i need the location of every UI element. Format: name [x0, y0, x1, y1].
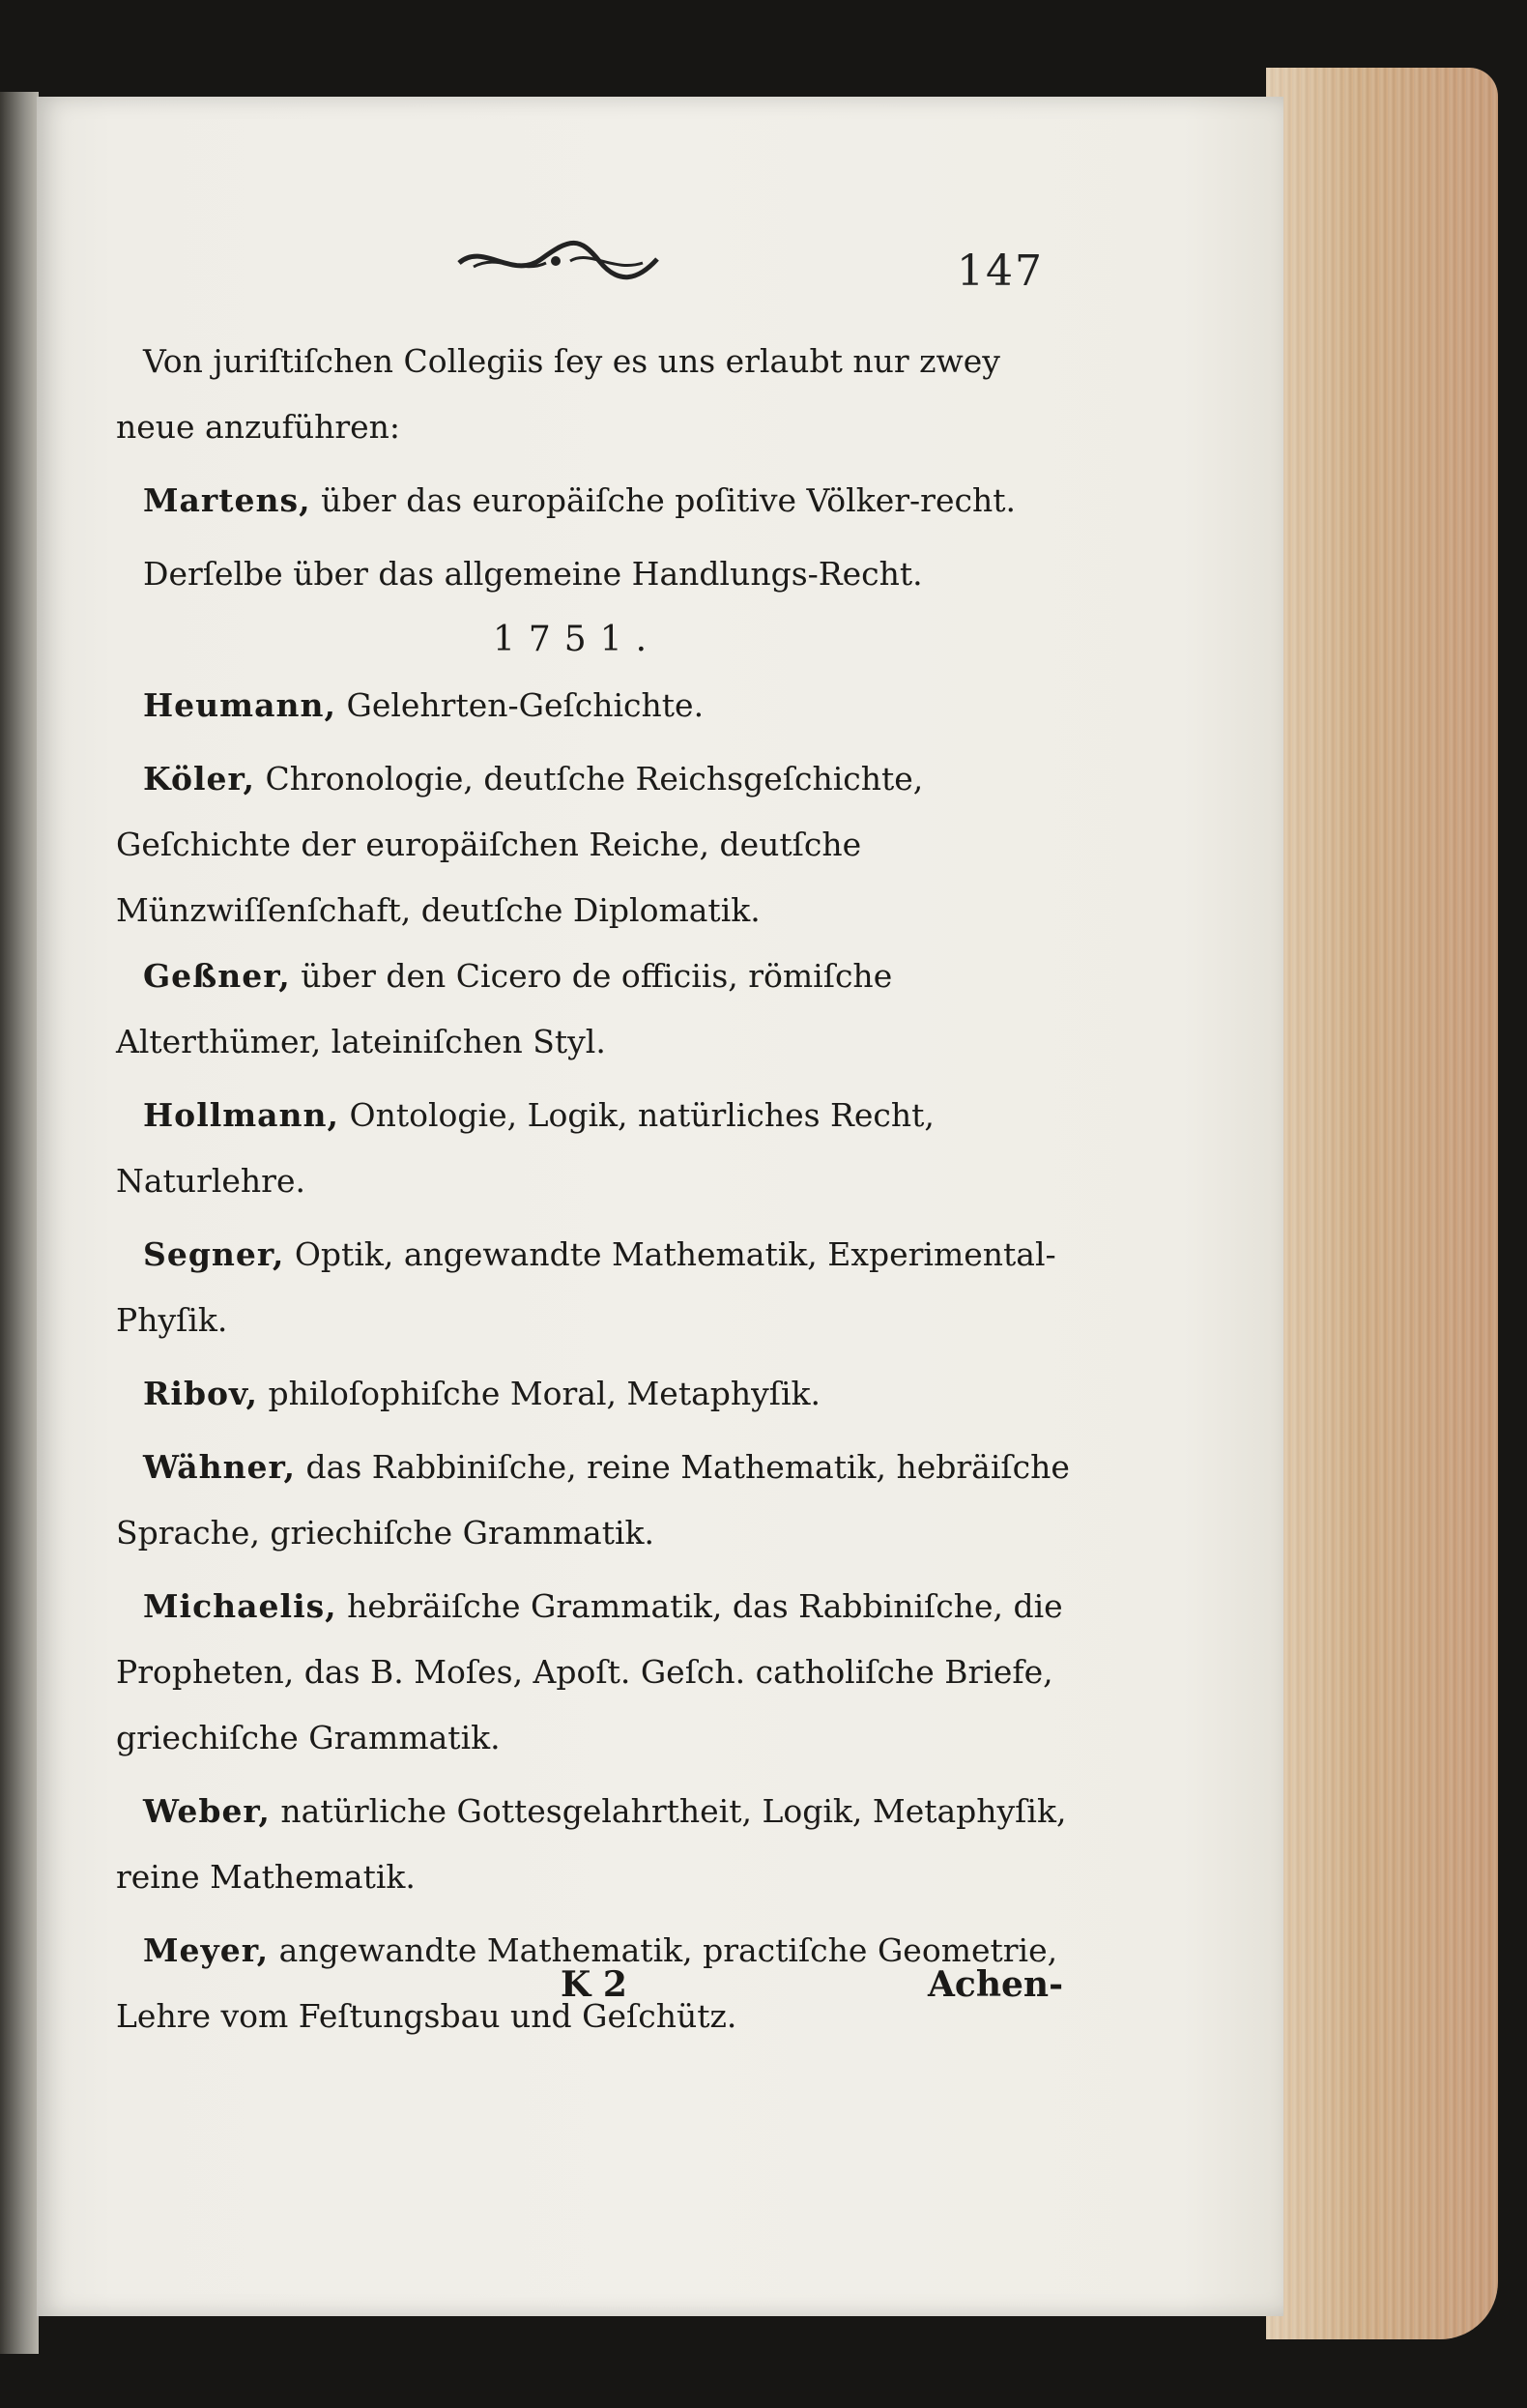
- paragraph-text: Derſelbe über das allgemeine Handlungs-Recht.: [143, 555, 923, 593]
- left-page-edge: [0, 92, 39, 2354]
- entry: [116, 1083, 1082, 1214]
- entry-text: natürliche Gottesgelahrtheit, Logik, Metaphyſik, reine Mathematik.: [116, 1792, 1067, 1896]
- author-name: Heumann,: [143, 686, 336, 724]
- entry: [116, 1435, 1082, 1566]
- author-name: Martens,: [143, 481, 311, 519]
- entry: [116, 1361, 1082, 1427]
- entry-text: über den Cicero de officiis, römiſche Alterthümer, lateiniſchen Styl.: [116, 957, 893, 1060]
- page-footer: [116, 1964, 1082, 2032]
- paragraph-text: Von juriſtiſchen Collegiis ſey es uns erlaubt nur zwey neue anzuführen:: [116, 342, 1000, 446]
- entry: [116, 746, 1082, 943]
- entry-text: angewandte Mathematik, practiſche Geometrie, Lehre vom Feſtungsbau und Geſchütz.: [116, 1931, 1058, 2035]
- entry: [116, 943, 1082, 1075]
- author-name: Ribov,: [143, 1375, 259, 1412]
- entry-text: hebräiſche Grammatik, das Rabbiniſche, die Propheten, das B. Moſes, Apoſt. Geſch. catholiſche Briefe, griechiſche Grammatik.: [116, 1587, 1063, 1756]
- author-name: Michaelis,: [143, 1587, 337, 1625]
- paragraph-text: über das europäiſche poſitive Völker-recht.: [321, 481, 1016, 519]
- entry: [116, 673, 1082, 739]
- author-name: Hollmann,: [143, 1096, 340, 1134]
- author-name: Wähner,: [143, 1448, 297, 1486]
- entry-text: Ontologie, Logik, natürliches Recht, Naturlehre.: [116, 1096, 935, 1200]
- author-name: Weber,: [143, 1792, 271, 1830]
- author-name: Geßner,: [143, 957, 291, 995]
- page-body: [116, 329, 1082, 2049]
- header-ornament-icon: [454, 232, 662, 290]
- author-name: Köler,: [143, 760, 255, 798]
- entry-text: Optik, angewandte Mathematik, Experimental-Phyſik.: [116, 1235, 1056, 1339]
- book-fore-edge: [1266, 68, 1498, 2339]
- entry: [116, 1574, 1082, 1771]
- author-name: Segner,: [143, 1235, 285, 1273]
- entry-text: Gelehrten-Geſchichte.: [346, 686, 705, 724]
- entry-text: das Rabbiniſche, reine Mathematik, hebräiſche Sprache, griechiſche Grammatik.: [116, 1448, 1070, 1552]
- paragraph-intro: [116, 329, 1082, 460]
- page-number: 147: [957, 247, 1044, 296]
- year-heading: 1751.: [493, 620, 661, 659]
- paragraph-martens: [116, 468, 1082, 534]
- catchword: Achen-: [928, 1964, 1064, 2005]
- paragraph-derselbe: [116, 541, 1082, 607]
- entry: [116, 1222, 1082, 1353]
- entry: [116, 1779, 1082, 1910]
- author-name: Meyer,: [143, 1931, 270, 1969]
- entry-text: Chronologie, deutſche Reichsgeſchichte, Geſchichte der europäiſchen Reiche, deutſche Münzwiſſenſchaft, deutſche Diplomatik.: [116, 760, 924, 929]
- signature-mark: K 2: [561, 1964, 627, 2005]
- entry-text: philoſophiſche Moral, Metaphyſik.: [268, 1375, 821, 1412]
